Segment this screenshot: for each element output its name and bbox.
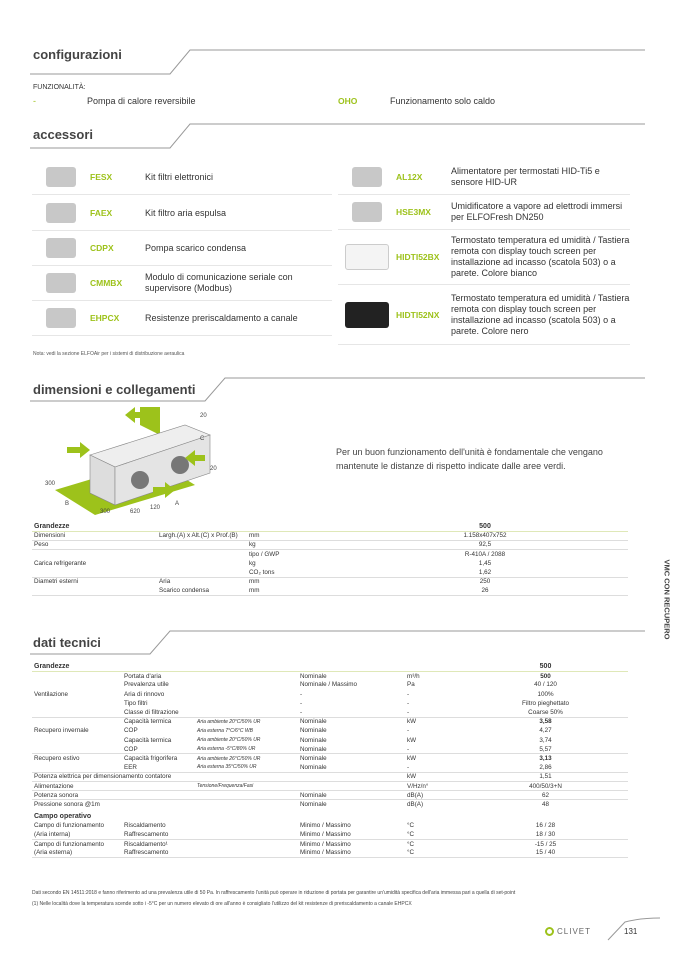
accessory-image	[338, 285, 396, 344]
accessory-desc: Alimentatore per termostati HID-Ti5 e sensore HID-UR	[451, 166, 600, 187]
cell: Nominale	[300, 801, 327, 809]
cell: kW	[407, 736, 417, 744]
cell: 18 / 30	[463, 830, 628, 839]
cell: Nominale / Massimo	[300, 681, 358, 689]
cell: Riscaldamento¹	[124, 840, 168, 848]
table-row	[32, 671, 628, 680]
cell	[298, 781, 405, 790]
cell: Aria ambiente 20°C/50% UR	[197, 718, 261, 725]
table-row	[32, 800, 628, 809]
cell: Capacità termica	[124, 736, 172, 744]
cell: 1.158x407x752	[342, 531, 628, 540]
cell: Aria	[159, 578, 171, 586]
config-code: -	[33, 96, 36, 106]
cell: Nominale	[298, 745, 405, 754]
cell: -	[300, 699, 303, 707]
cell: 100%	[537, 690, 554, 698]
svg-text:620: 620	[130, 509, 141, 515]
cell	[32, 671, 122, 680]
cell: R-410A / 2088	[464, 550, 506, 558]
cell: Nominale	[300, 672, 327, 680]
accessory-item	[32, 160, 332, 195]
cell: 3,58	[539, 718, 552, 726]
cell: 1,62	[342, 568, 628, 577]
cell: Aria esterna 35°C/50% UR	[195, 763, 298, 772]
cell: Campo di funzionamento	[34, 822, 105, 830]
cell: Potenza elettrica per dimensionamento contatore	[32, 772, 298, 781]
cell: 3,13	[539, 755, 552, 763]
cell: kW	[407, 718, 417, 726]
cell	[195, 690, 298, 699]
cell: Dimensioni	[32, 531, 157, 540]
cell: 16 / 28	[535, 822, 556, 830]
cell	[32, 568, 157, 577]
cell	[298, 772, 405, 781]
accessory-code: HIDTI52BX	[396, 252, 440, 262]
accessory-desc: Resistenze preriscaldamento a canale	[145, 312, 298, 323]
cell: Peso	[32, 540, 157, 549]
cell: -	[407, 699, 410, 707]
svg-text:C: C	[200, 436, 205, 442]
cell: °C	[407, 822, 415, 830]
cell: Aria di rinnovo	[124, 690, 165, 698]
cell	[32, 708, 122, 717]
table-row	[32, 680, 628, 689]
cell: °C	[407, 840, 415, 848]
cell: Recupero estivo	[34, 755, 80, 763]
cell: 400/50/3+N	[463, 781, 628, 790]
table-row	[32, 781, 628, 790]
accessory-code: CDPX	[90, 243, 114, 253]
cell: Minimo / Massimo	[298, 830, 405, 839]
cell: 62	[463, 791, 628, 800]
cell: 15 / 40	[463, 849, 628, 858]
accessory-code: EHPCX	[90, 313, 120, 323]
cell: dB(A)	[407, 801, 424, 809]
accessory-desc: Pompa scarico condensa	[145, 242, 247, 253]
cell: Tipo filtri	[124, 699, 148, 707]
table-row	[32, 763, 628, 772]
section-title-dati-tecnici: dati tecnici	[33, 635, 101, 650]
cell	[32, 717, 122, 726]
cell: 250	[479, 578, 491, 586]
cell: mm	[247, 531, 342, 540]
cell	[195, 800, 298, 809]
table-row	[32, 559, 628, 568]
accessory-desc: Modulo di comunicazione seriale con supervisore (Modbus)	[145, 272, 293, 293]
section-title-dimensioni: dimensioni e collegamenti	[33, 382, 196, 397]
table-row	[32, 550, 628, 559]
cell: Diametri esterni	[34, 578, 79, 586]
table-row	[32, 830, 628, 839]
table-row	[32, 586, 628, 595]
cell: Filtro pieghettato	[522, 699, 569, 707]
cell: kW	[407, 755, 417, 763]
cell: Coarse 50%	[463, 708, 628, 717]
svg-text:20: 20	[200, 413, 207, 419]
header-model: 500	[342, 522, 628, 531]
dimensions-table	[32, 522, 628, 596]
cell: EER	[122, 763, 195, 772]
svg-text:A: A	[175, 501, 180, 507]
cell	[32, 550, 157, 559]
table-row	[32, 772, 628, 781]
accessory-code: AL12X	[396, 172, 423, 182]
accessory-desc: Umidificatore a vapore ad elettrodi immersi per ELFOFresh DN250	[451, 201, 623, 222]
accessory-code: HSE3MX	[396, 207, 431, 217]
cell: Minimo / Massimo	[300, 840, 351, 848]
cell: 26	[342, 586, 628, 595]
accessory-image	[32, 160, 90, 194]
accessory-image	[32, 266, 90, 300]
cell	[32, 586, 157, 595]
cell: 40 / 120	[534, 681, 557, 689]
cell	[195, 671, 298, 680]
cell	[32, 699, 122, 708]
cell: CO₂ tons	[247, 568, 342, 577]
cell: -15 / 25	[534, 840, 557, 848]
cell: Pa	[407, 681, 415, 689]
cell: Alimentazione	[32, 781, 122, 790]
cell: Aria esterna 7°C/6°C WB	[197, 727, 253, 734]
cell	[195, 680, 298, 689]
technical-data-table	[32, 662, 628, 858]
cell: kg	[247, 540, 342, 549]
cell: 92,5	[342, 540, 628, 549]
cell: Carica refrigerante	[34, 559, 87, 567]
cell: Potenza sonora	[32, 791, 122, 800]
cell: Minimo / Massimo	[300, 822, 351, 830]
cell: 1,45	[478, 559, 492, 567]
cell	[122, 781, 195, 790]
brand-logo	[545, 927, 591, 936]
cell	[157, 559, 247, 568]
accessory-code: CMMBX	[90, 278, 123, 288]
campo-operativo-title: Campo operativo	[34, 813, 92, 820]
cell: Raffrescamento	[122, 830, 195, 839]
accessory-desc: Termostato temperatura ed umidità / Tastiera remota con display touch screen per installazione ad incasso (scatola 503) o a parete. Colore bianco	[451, 235, 630, 278]
cell	[32, 680, 122, 689]
cell: COP	[122, 745, 195, 754]
cell: 2,86	[463, 763, 628, 772]
cell: -	[407, 690, 410, 698]
table-row	[32, 540, 628, 549]
header-label: Grandezze	[32, 522, 157, 531]
accessory-image	[338, 230, 396, 284]
side-tab: VMC CON RECUPERO	[662, 559, 672, 640]
cell: (Aria esterna)	[32, 849, 122, 858]
cell: Classe di filtrazione	[122, 708, 195, 717]
logo-icon	[545, 927, 554, 936]
cell: -	[405, 745, 463, 754]
accessories-note: Nota: vedi la sezione ELFOAir per i sistemi di distribuzione aeraulica	[33, 351, 185, 357]
accessory-desc: Kit filtri elettronici	[145, 171, 214, 182]
table-row	[32, 736, 628, 745]
cell	[32, 736, 122, 745]
cell: Capacità frigorifera	[124, 755, 178, 763]
accessory-item	[32, 231, 332, 266]
table-row	[32, 531, 628, 540]
cell	[195, 791, 298, 800]
cell: mm	[249, 578, 260, 586]
cell: (Aria interna)	[32, 830, 122, 839]
cell: 5,57	[463, 745, 628, 754]
cell: Prevalenza utile	[124, 681, 169, 689]
table-row	[32, 568, 628, 577]
cell: Ventilazione	[34, 690, 68, 698]
cell: 1,51	[463, 772, 628, 781]
cell: -	[405, 708, 463, 717]
cell: -	[298, 708, 405, 717]
header-label: Grandezze	[32, 662, 122, 671]
accessory-image	[32, 231, 90, 265]
table-row	[32, 577, 628, 586]
cell: COP	[124, 727, 138, 735]
cell: Aria esterna -5°C/80% UR	[195, 745, 298, 754]
accessory-desc: Termostato temperatura ed umidità / Tastiera remota con display touch screen per installazione ad incasso (scatola 503) o a parete. Colore nero	[451, 292, 630, 336]
cell: Largh.(A) x Alt.(C) x Prof.(B)	[157, 531, 247, 540]
cell: Nominale	[298, 763, 405, 772]
config-code: OHO	[338, 96, 358, 106]
cell: Nominale	[300, 727, 327, 735]
cell: Aria ambiente 20°C/50% UR	[197, 737, 261, 744]
config-desc: Funzionamento solo caldo	[390, 96, 496, 106]
cell: 4,27	[539, 727, 552, 735]
footnote: (1) Nelle località dove la temperatura scende sotto i -5°C per un numero elevato di ore all'anno è consigliato l'utilizzo del kit resistenze di preriscaldamento a canale EHPCX	[32, 901, 412, 907]
table-row	[32, 699, 628, 708]
cell: Nominale	[300, 755, 327, 763]
svg-text:300: 300	[100, 509, 111, 515]
svg-text:B: B	[65, 501, 70, 507]
cell	[157, 550, 247, 559]
cell	[32, 745, 122, 754]
cell: Riscaldamento	[124, 822, 166, 830]
cell: 3,74	[539, 736, 552, 744]
clearance-text: Per un buon funzionamento dell'unità è fondamentale che vengano mantenute le distanze di rispetto indicate dalle aree verdi.	[336, 447, 603, 471]
cell: Recupero invernale	[34, 727, 89, 735]
svg-text:300: 300	[45, 481, 56, 487]
accessory-code: FESX	[90, 172, 113, 182]
table-row	[32, 726, 628, 735]
cell: Tensione/Frequenza/Fasi	[195, 781, 298, 790]
table-row	[32, 849, 628, 858]
cell: Aria ambiente 26°C/50% UR	[197, 755, 261, 762]
cell: -	[405, 763, 463, 772]
cell: Portata d'aria	[124, 672, 162, 680]
cell: °C	[405, 849, 463, 858]
cell: V/Hz/n°	[405, 781, 463, 790]
section-title-accessori: accessori	[33, 127, 93, 142]
cell: Nominale	[300, 718, 327, 726]
section-title-configurazioni: configurazioni	[33, 47, 122, 62]
cell: m³/h	[407, 672, 420, 680]
cell: Pressione sonora @1m	[34, 801, 100, 809]
cell	[157, 540, 247, 549]
cell: Nominale	[300, 736, 327, 744]
accessory-item	[32, 301, 332, 336]
cell	[32, 763, 122, 772]
accessory-item	[338, 230, 630, 285]
cell: tipo / GWP	[249, 550, 280, 558]
table-row	[32, 821, 628, 830]
table-row	[32, 745, 628, 754]
cell: 48	[541, 801, 549, 809]
footnote: Dati secondo EN 14511:2018 e fanno riferimento ad una prevalenza utile di 50 Pa. In raffrescamento l'unità può operare in riduzione di portata per garantire un'umidità specifica dell'aria immessa pari a quella di set-point	[32, 890, 516, 896]
cell	[122, 791, 195, 800]
accessory-item	[32, 266, 332, 301]
accessory-item	[338, 160, 630, 195]
accessory-item	[338, 285, 630, 345]
cell: Capacità termica	[124, 718, 172, 726]
unit-clearance-diagram	[35, 405, 235, 515]
cell: kg	[249, 559, 256, 567]
table-row	[32, 754, 628, 763]
table-row	[32, 708, 628, 717]
accessory-desc: Kit filtro aria espulsa	[145, 207, 227, 218]
funzionalita-label: FUNZIONALITÀ:	[33, 84, 86, 91]
cell: Campo di funzionamento	[34, 840, 105, 848]
accessory-item	[338, 195, 630, 230]
cell	[195, 708, 298, 717]
accessory-image	[32, 301, 90, 335]
svg-text:20: 20	[210, 466, 217, 472]
accessory-code: FAEX	[90, 208, 113, 218]
config-desc: Pompa di calore reversibile	[87, 96, 196, 106]
cell: °C	[405, 830, 463, 839]
svg-text:120: 120	[150, 505, 161, 511]
table-row	[32, 690, 628, 699]
page-number: 131	[624, 927, 638, 936]
cell: Scarico condensa	[157, 586, 247, 595]
cell	[122, 800, 195, 809]
cell: -	[300, 690, 303, 698]
accessory-item	[32, 196, 332, 231]
accessory-image	[338, 195, 396, 229]
cell: kW	[405, 772, 463, 781]
cell: Raffrescamento	[122, 849, 195, 858]
cell: 500	[540, 672, 551, 680]
table-row	[32, 791, 628, 800]
table-row	[32, 839, 628, 848]
cell: mm	[247, 586, 342, 595]
cell: -	[407, 727, 410, 735]
accessory-code: HIDTI52NX	[396, 309, 440, 320]
accessory-image	[32, 196, 90, 230]
cell: Minimo / Massimo	[298, 849, 405, 858]
cell: dB(A)	[405, 791, 463, 800]
header-model: 500	[463, 662, 628, 671]
cell	[157, 568, 247, 577]
table-row	[32, 717, 628, 726]
cell	[195, 699, 298, 708]
accessory-image	[338, 160, 396, 194]
cell: Nominale	[298, 791, 405, 800]
brand-name: CLIVET	[557, 927, 592, 936]
